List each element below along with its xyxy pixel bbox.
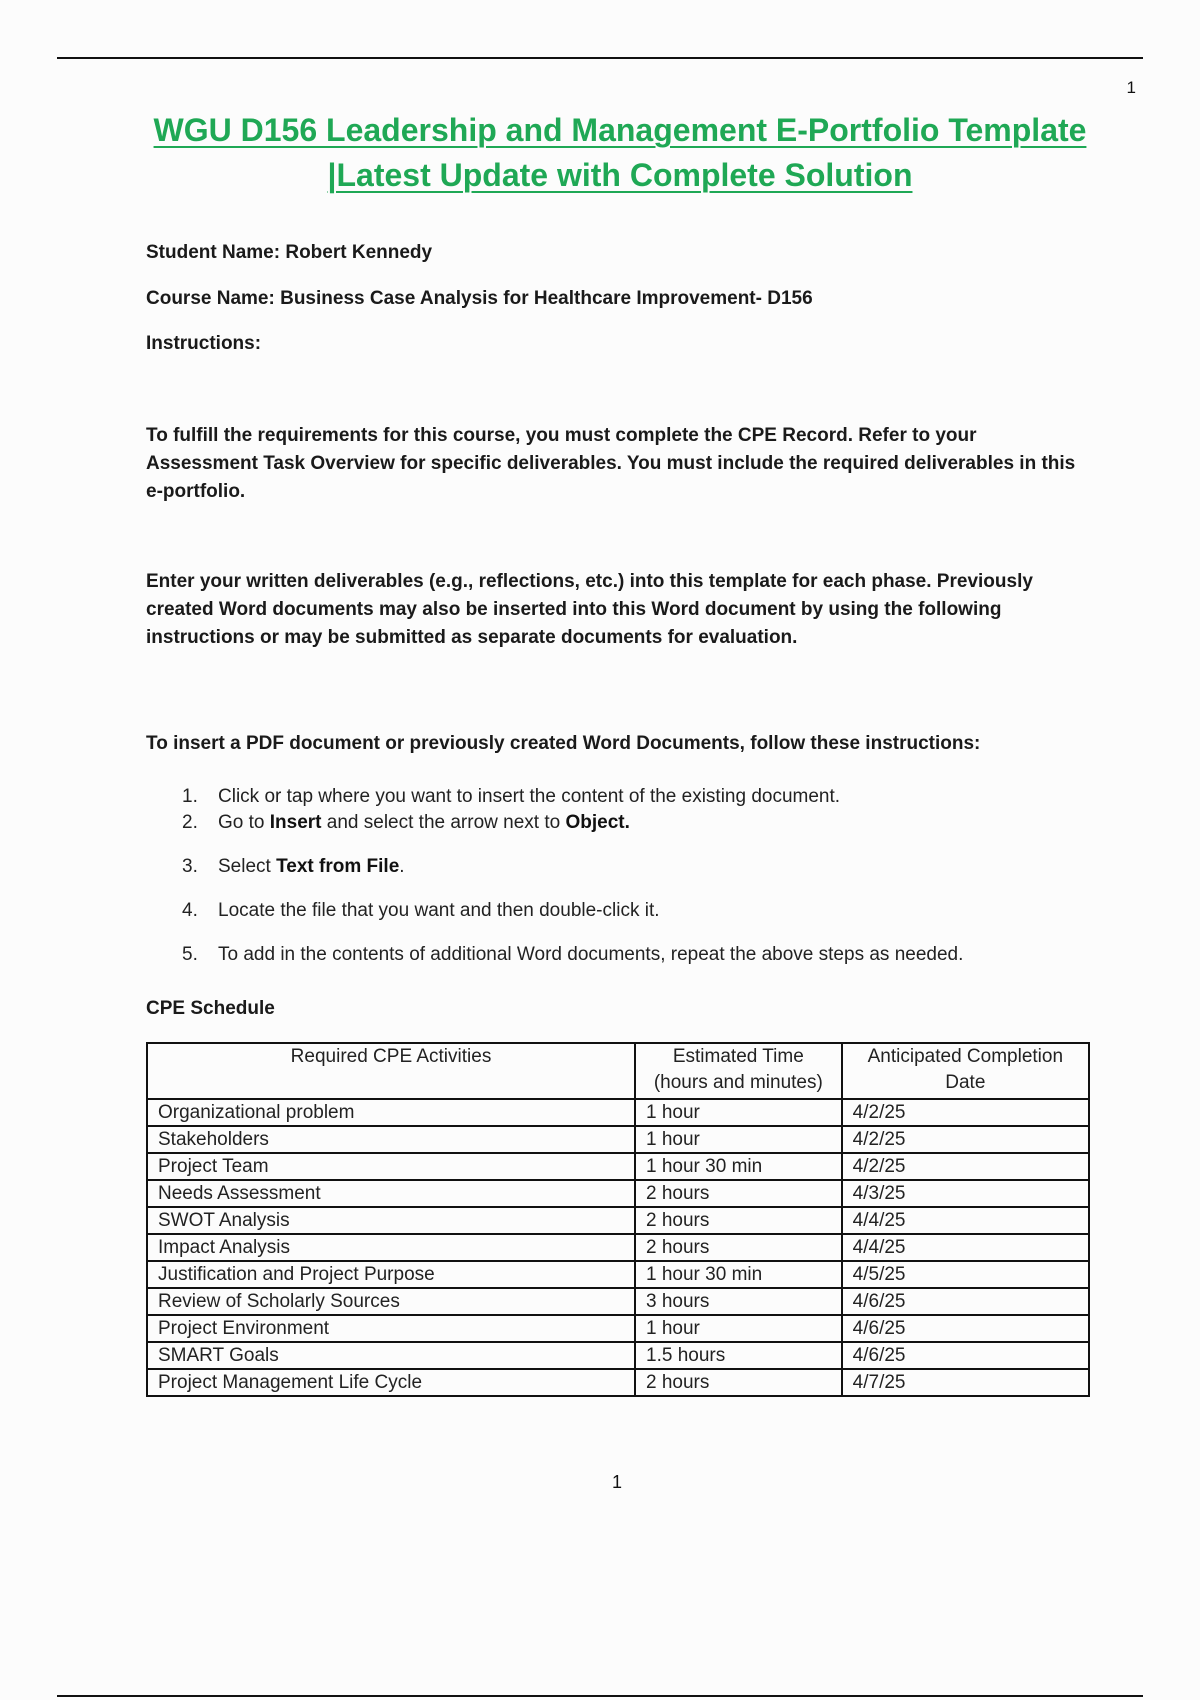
- date-cell: 4/2/25: [842, 1099, 1089, 1126]
- table-row: [147, 1126, 1089, 1153]
- table-row: [147, 1315, 1089, 1342]
- activity-cell: Needs Assessment: [147, 1180, 635, 1207]
- footer-rule: [57, 1695, 1143, 1697]
- cpe-schedule-table: [146, 1042, 1090, 1397]
- table-row: [147, 1342, 1089, 1369]
- activity-cell: Review of Scholarly Sources: [147, 1288, 635, 1315]
- column-header-completion-date: Anticipated Completion Date: [842, 1043, 1089, 1099]
- insert-instructions-heading: To insert a PDF document or previously created Word Documents, follow these instructions:: [146, 733, 981, 754]
- column-header-estimated-time: Estimated Time (hours and minutes): [635, 1043, 842, 1099]
- course-name: Course Name: Business Case Analysis for Healthcare Improvement- D156: [146, 288, 813, 309]
- time-cell: 2 hours: [635, 1180, 842, 1207]
- step-5: 5. To add in the contents of additional Word documents, repeat the above steps as needed.: [182, 944, 964, 965]
- activity-cell: Stakeholders: [147, 1126, 635, 1153]
- date-cell: 4/5/25: [842, 1261, 1089, 1288]
- date-cell: 4/7/25: [842, 1369, 1089, 1396]
- date-cell: 4/3/25: [842, 1180, 1089, 1207]
- step-1: 1. Click or tap where you want to insert the content of the existing document.: [182, 786, 841, 807]
- step-4: 4. Locate the file that you want and then double-click it.: [182, 900, 660, 921]
- table-row: [147, 1288, 1089, 1315]
- activity-cell: SMART Goals: [147, 1342, 635, 1369]
- time-cell: 1 hour: [635, 1315, 842, 1342]
- header-rule: [57, 57, 1143, 59]
- activity-cell: Justification and Project Purpose: [147, 1261, 635, 1288]
- table-header-row: [147, 1043, 1089, 1099]
- activity-cell: Project Environment: [147, 1315, 635, 1342]
- table-row: [147, 1180, 1089, 1207]
- activity-cell: Organizational problem: [147, 1099, 635, 1126]
- deliverables-paragraph: Enter your written deliverables (e.g., reflections, etc.) into this template for each phase. Previously created Word documents may also be inserted into this Word document by using the following instructions or may be submitted as separate documents for evaluation.: [146, 571, 1033, 648]
- title-line-1: WGU D156 Leadership and Management E-Portfolio Template: [153, 112, 1087, 148]
- date-cell: 4/4/25: [842, 1234, 1089, 1261]
- table-row: [147, 1369, 1089, 1396]
- date-cell: 4/6/25: [842, 1342, 1089, 1369]
- cpe-schedule-heading: CPE Schedule: [146, 998, 275, 1019]
- student-name: Student Name: Robert Kennedy: [146, 242, 433, 263]
- time-cell: 1.5 hours: [635, 1342, 842, 1369]
- time-cell: 1 hour: [635, 1099, 842, 1126]
- activity-cell: Impact Analysis: [147, 1234, 635, 1261]
- time-cell: 2 hours: [635, 1369, 842, 1396]
- table-row: [147, 1261, 1089, 1288]
- time-cell: 1 hour 30 min: [635, 1153, 842, 1180]
- table-row: [147, 1153, 1089, 1180]
- date-cell: 4/2/25: [842, 1153, 1089, 1180]
- time-cell: 3 hours: [635, 1288, 842, 1315]
- document-title: [100, 108, 1140, 198]
- activity-cell: Project Team: [147, 1153, 635, 1180]
- page-number-top: 1: [1126, 78, 1136, 97]
- date-cell: 4/6/25: [842, 1288, 1089, 1315]
- instructions-label: Instructions:: [146, 333, 262, 354]
- time-cell: 2 hours: [635, 1234, 842, 1261]
- requirements-paragraph: To fulfill the requirements for this course, you must complete the CPE Record. Refer to your Assessment Task Overview for specific deliverables. You must include the required deliverables in this e-portfolio.: [146, 425, 1076, 502]
- activity-cell: Project Management Life Cycle: [147, 1369, 635, 1396]
- table-row: [147, 1234, 1089, 1261]
- step-3: 3. Select Text from File.: [182, 856, 405, 877]
- column-header-activities: Required CPE Activities: [147, 1043, 635, 1099]
- activity-cell: SWOT Analysis: [147, 1207, 635, 1234]
- time-cell: 1 hour 30 min: [635, 1261, 842, 1288]
- date-cell: 4/4/25: [842, 1207, 1089, 1234]
- time-cell: 1 hour: [635, 1126, 842, 1153]
- date-cell: 4/6/25: [842, 1315, 1089, 1342]
- date-cell: 4/2/25: [842, 1126, 1089, 1153]
- table-row: [147, 1099, 1089, 1126]
- table-row: [147, 1207, 1089, 1234]
- step-2: 2. Go to Insert and select the arrow next to Object.: [182, 812, 630, 833]
- page-number-bottom: 1: [611, 1472, 622, 1492]
- title-line-2: |Latest Update with Complete Solution: [327, 157, 913, 193]
- time-cell: 2 hours: [635, 1207, 842, 1234]
